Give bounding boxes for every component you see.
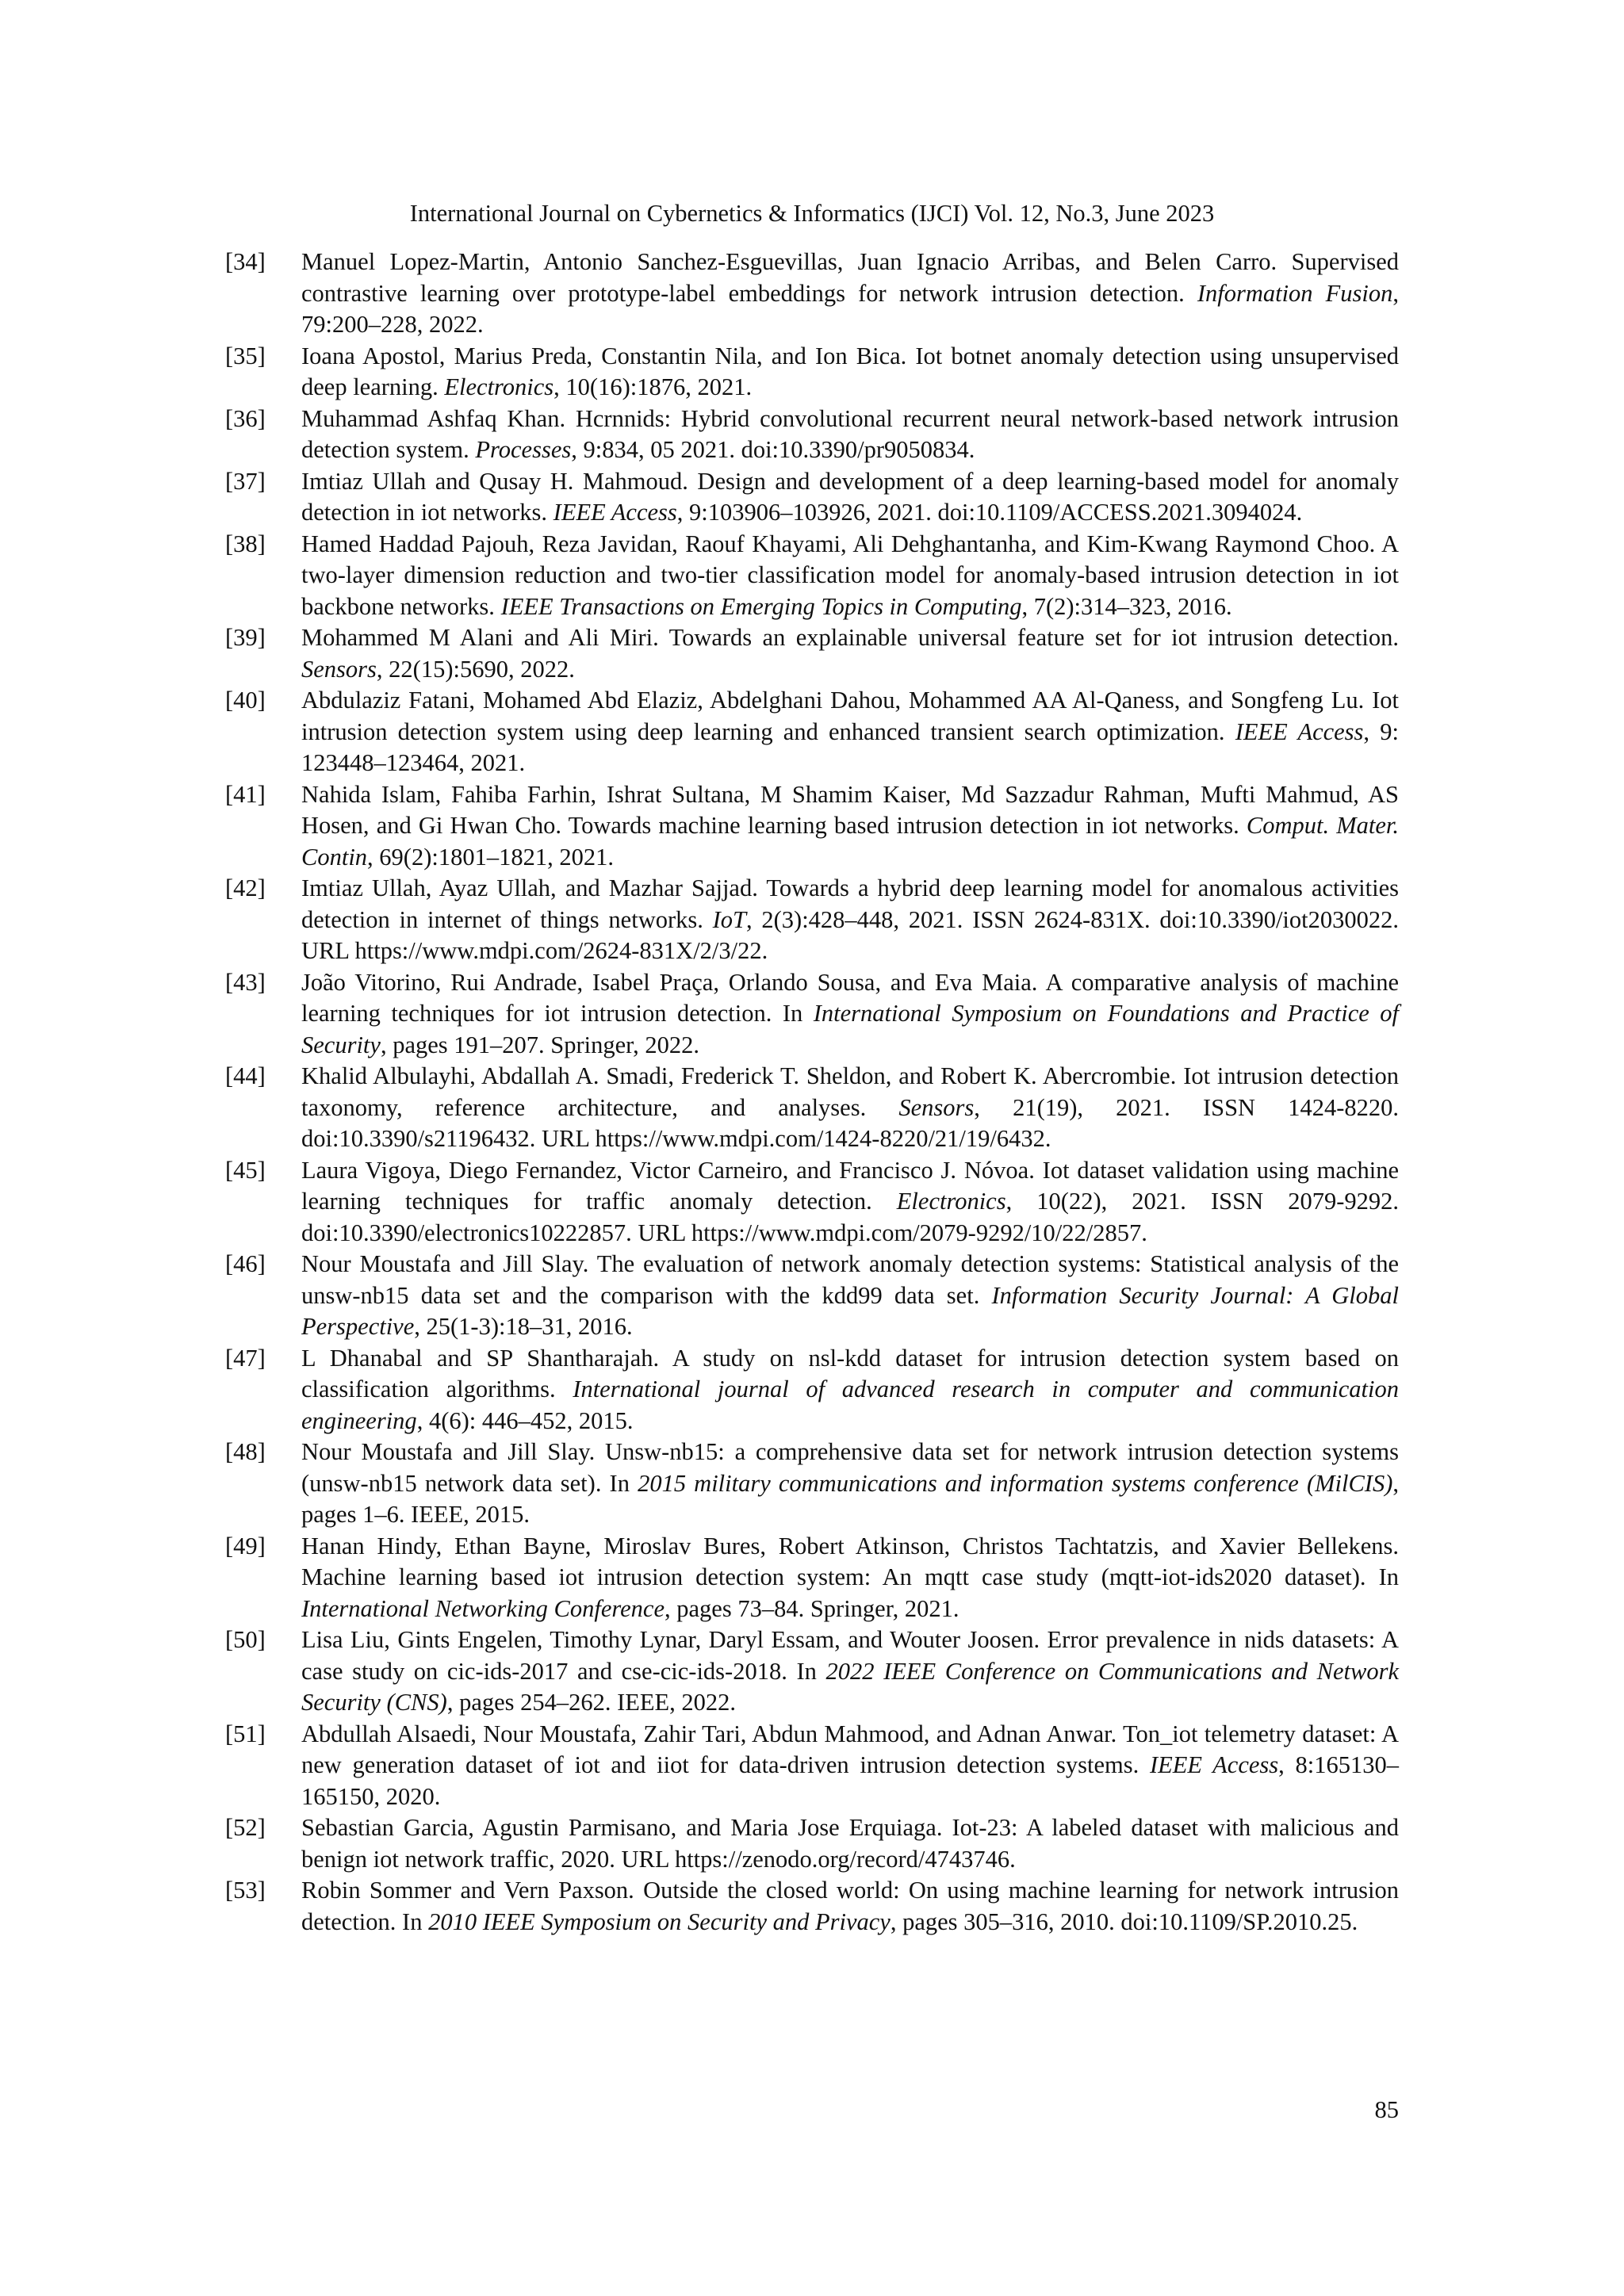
reference-number: [47] xyxy=(225,1344,266,1372)
reference-authors-title: Nour Moustafa and Jill Slay. The evaluation of network anomaly detection systems: Statistical analysis of the unsw-nb15 data set and the comparison with the kdd99 data set. xyxy=(301,1250,1399,1309)
reference-authors-title: Ioana Apostol, Marius Preda, Constantin Nila, and Ion Bica. Iot botnet anomaly detection using unsupervised deep learning. xyxy=(301,342,1399,400)
reference-text xyxy=(301,1812,1399,1875)
reference-details: , 25(1-3):18–31, 2016. xyxy=(414,1313,633,1340)
running-header: International Journal on Cybernetics & Informatics (IJCI) Vol. 12, No.3, June 2023 xyxy=(409,200,1215,227)
reference-venue: 2022 IEEE Conference on Communications and Network Security (CNS) xyxy=(301,1657,1399,1716)
reference-number: [35] xyxy=(225,342,266,369)
reference-entry xyxy=(225,1719,1399,1813)
reference-venue: Electronics xyxy=(444,373,554,400)
reference-entry xyxy=(225,1249,1399,1343)
reference-text xyxy=(301,1061,1399,1155)
reference-details: , 22(15):5690, 2022. xyxy=(376,655,575,683)
reference-authors-title: Nour Moustafa and Jill Slay. Unsw-nb15: a comprehensive data set for network intrusion detection systems (unsw-nb15 network data set). In xyxy=(301,1438,1399,1497)
reference-text xyxy=(301,1875,1399,1938)
reference-venue: Information Fusion xyxy=(1197,279,1393,307)
reference-number: [40] xyxy=(225,687,266,714)
reference-text xyxy=(301,529,1399,623)
reference-entry xyxy=(225,1531,1399,1625)
reference-details: , pages 191–207. Springer, 2022. xyxy=(380,1031,699,1058)
reference-details: , 10(22), 2021. ISSN 2079-9292. doi:10.3390/electronics10222857. URL https://www.mdpi.com/2079-9292/10/22/2857. xyxy=(301,1188,1399,1246)
reference-venue: Electronics xyxy=(896,1188,1006,1215)
reference-entry xyxy=(225,1155,1399,1249)
reference-entry xyxy=(225,1343,1399,1437)
reference-text xyxy=(301,779,1399,874)
reference-number: [34] xyxy=(225,248,266,275)
reference-entry xyxy=(225,404,1399,466)
reference-entry xyxy=(225,1437,1399,1531)
reference-authors-title: Hamed Haddad Pajouh, Reza Javidan, Raouf Khayami, Ali Dehghantanha, and Kim-Kwang Raymond Choo. A two-layer dimension reduction and two-tier classification model for anomaly-based intrusion detection in iot backbone networks. xyxy=(301,530,1399,620)
reference-venue: IoT xyxy=(712,905,746,933)
reference-authors-title: Laura Vigoya, Diego Fernandez, Victor Carneiro, and Francisco J. Nóvoa. Iot dataset validation using machine learning techniques for traffic anomaly detection. xyxy=(301,1156,1399,1215)
reference-authors-title: Imtiaz Ullah, Ayaz Ullah, and Mazhar Sajjad. Towards a hybrid deep learning model for anomalous activities detection in internet of things networks. xyxy=(301,874,1399,933)
reference-text xyxy=(301,1437,1399,1531)
reference-text xyxy=(301,247,1399,341)
reference-venue: 2015 military communications and information systems conference (MilCIS) xyxy=(638,1469,1393,1497)
reference-number: [46] xyxy=(225,1250,266,1277)
reference-venue: Processes xyxy=(475,436,572,463)
reference-number: [41] xyxy=(225,780,266,808)
reference-venue: Comput. Mater. Contin xyxy=(301,812,1400,871)
reference-number: [51] xyxy=(225,1720,266,1747)
reference-number: [44] xyxy=(225,1062,266,1089)
reference-venue: International journal of advanced research in computer and communication engineering xyxy=(301,1376,1399,1434)
reference-number: [52] xyxy=(225,1814,266,1841)
reference-number: [38] xyxy=(225,530,266,557)
reference-authors-title: Nahida Islam, Fahiba Farhin, Ishrat Sultana, M Shamim Kaiser, Md Sazzadur Rahman, Mufti Mahmud, AS Hosen, and Gi Hwan Cho. Towards machine learning based intrusion detection in iot networks. xyxy=(301,780,1399,839)
reference-number: [48] xyxy=(225,1438,266,1465)
reference-entry xyxy=(225,529,1399,623)
reference-details: , 69(2):1801–1821, 2021. xyxy=(367,843,614,871)
reference-venue: IEEE Transactions on Emerging Topics in Computing xyxy=(500,592,1022,620)
reference-venue: IEEE Access xyxy=(553,499,677,526)
reference-text xyxy=(301,967,1399,1062)
reference-details: , 8:165130–165150, 2020. xyxy=(301,1751,1399,1810)
reference-venue: IEEE Access xyxy=(1235,718,1364,745)
reference-text xyxy=(301,466,1399,529)
reference-text xyxy=(301,1719,1399,1813)
reference-text xyxy=(301,873,1399,967)
reference-text xyxy=(301,685,1399,779)
reference-text xyxy=(301,341,1399,404)
reference-number: [37] xyxy=(225,467,266,495)
reference-number: [42] xyxy=(225,874,266,901)
reference-details: , 4(6): 446–452, 2015. xyxy=(416,1406,634,1434)
reference-text xyxy=(301,1343,1399,1437)
reference-details: , pages 1–6. IEEE, 2015. xyxy=(301,1469,1399,1528)
reference-entry xyxy=(225,1624,1399,1719)
reference-authors-title: L Dhanabal and SP Shantharajah. A study on nsl-kdd dataset for intrusion detection system based on classification algorithms. xyxy=(301,1344,1399,1402)
reference-details: , 7(2):314–323, 2016. xyxy=(1021,592,1232,620)
reference-details: , pages 73–84. Springer, 2021. xyxy=(665,1594,959,1622)
reference-authors-title: Lisa Liu, Gints Engelen, Timothy Lynar, Daryl Essam, and Wouter Joosen. Error prevalence in nids datasets: A case study on cic-ids-2017 and cse-cic-ids-2018. In xyxy=(301,1626,1399,1685)
reference-details: , 2(3):428–448, 2021. ISSN 2624-831X. doi:10.3390/iot2030022. URL https://www.mdpi.com/2624-831X/2/3/22. xyxy=(301,905,1399,964)
reference-details: , 21(19), 2021. ISSN 1424-8220. doi:10.3390/s21196432. URL https://www.mdpi.com/1424-8220/21/19/6432. xyxy=(301,1093,1399,1152)
reference-authors-title: Hanan Hindy, Ethan Bayne, Miroslav Bures, Robert Atkinson, Christos Tachtatzis, and Xavier Bellekens. Machine learning based iot intrusion detection system: An mqtt case study (mqtt-iot-ids2020 dataset). In xyxy=(301,1532,1399,1590)
reference-text xyxy=(301,1155,1399,1249)
reference-number: [36] xyxy=(225,404,266,432)
reference-venue: Sensors xyxy=(301,655,377,683)
reference-details: , 9: 123448–123464, 2021. xyxy=(301,718,1399,776)
reference-authors-title: Imtiaz Ullah and Qusay H. Mahmoud. Design and development of a deep learning-based model for anomaly detection in iot networks. xyxy=(301,467,1399,526)
reference-number: [50] xyxy=(225,1626,266,1653)
reference-details: , pages 254–262. IEEE, 2022. xyxy=(446,1689,737,1716)
reference-details: , 9:103906–103926, 2021. doi:10.1109/ACCESS.2021.3094024. xyxy=(676,499,1303,526)
reference-authors-title: Mohammed M Alani and Ali Miri. Towards an explainable universal feature set for iot intrusion detection. xyxy=(301,624,1399,651)
reference-authors-title: Robin Sommer and Vern Paxson. Outside the closed world: On using machine learning for network intrusion detection. In xyxy=(301,1877,1399,1935)
reference-number: [49] xyxy=(225,1532,266,1559)
reference-authors-title: Khalid Albulayhi, Abdallah A. Smadi, Frederick T. Sheldon, and Robert K. Abercrombie. Iot intrusion detection taxonomy, reference architecture, and analyses. xyxy=(301,1062,1399,1121)
reference-authors-title: Sebastian Garcia, Agustin Parmisano, and Maria Jose Erquiaga. Iot-23: A labeled dataset with malicious and benign iot network traffic, 2020. URL https://zenodo.org/record/4743746. xyxy=(301,1814,1399,1873)
reference-list xyxy=(225,247,1399,1938)
reference-details: , 10(16):1876, 2021. xyxy=(553,373,753,400)
reference-venue: Sensors xyxy=(898,1093,975,1121)
reference-number: [43] xyxy=(225,968,266,996)
reference-entry xyxy=(225,466,1399,529)
reference-entry xyxy=(225,622,1399,685)
reference-venue: International Symposium on Foundations and Practice of Security xyxy=(301,1000,1400,1058)
reference-text xyxy=(301,1624,1399,1719)
reference-venue: International Networking Conference xyxy=(301,1594,665,1622)
reference-entry xyxy=(225,1812,1399,1875)
reference-details: , 79:200–228, 2022. xyxy=(301,279,1399,338)
reference-authors-title: Abdullah Alsaedi, Nour Moustafa, Zahir Tari, Abdun Mahmood, and Adnan Anwar. Ton_iot telemetry dataset: A new generation dataset of iot and iiot for data-driven intrusion detection systems. xyxy=(301,1720,1399,1778)
reference-venue: 2010 IEEE Symposium on Security and Privacy xyxy=(428,1908,891,1935)
reference-text xyxy=(301,404,1399,466)
reference-entry xyxy=(225,1875,1399,1938)
reference-number: [45] xyxy=(225,1156,266,1184)
reference-authors-title: Abdulaziz Fatani, Mohamed Abd Elaziz, Abdelghani Dahou, Mohammed AA Al-Qaness, and Songfeng Lu. Iot intrusion detection system using deep learning and enhanced transient search optimization. xyxy=(301,687,1399,745)
reference-number: [53] xyxy=(225,1877,266,1904)
reference-details: , pages 305–316, 2010. doi:10.1109/SP.2010.25. xyxy=(890,1908,1358,1935)
reference-entry xyxy=(225,967,1399,1062)
reference-entry xyxy=(225,779,1399,874)
reference-number: [39] xyxy=(225,624,266,651)
reference-authors-title: João Vitorino, Rui Andrade, Isabel Praça, Orlando Sousa, and Eva Maia. A comparative analysis of machine learning techniques for iot intrusion detection. In xyxy=(301,968,1399,1027)
reference-text xyxy=(301,1531,1399,1625)
reference-authors-title: Manuel Lopez-Martin, Antonio Sanchez-Esguevillas, Juan Ignacio Arribas, and Belen Carro. Supervised contrastive learning over prototype-label embeddings for network intrusion detection. xyxy=(301,248,1399,307)
reference-authors-title: Muhammad Ashfaq Khan. Hcrnnids: Hybrid convolutional recurrent neural network-based network intrusion detection system. xyxy=(301,404,1399,463)
reference-entry xyxy=(225,341,1399,404)
reference-entry xyxy=(225,873,1399,967)
reference-venue: Information Security Journal: A Global Perspective xyxy=(301,1281,1399,1340)
reference-entry xyxy=(225,1061,1399,1155)
reference-text xyxy=(301,1249,1399,1343)
reference-text xyxy=(301,622,1399,685)
reference-venue: IEEE Access xyxy=(1149,1751,1279,1778)
reference-details: , 9:834, 05 2021. doi:10.3390/pr9050834. xyxy=(571,436,975,463)
reference-entry xyxy=(225,685,1399,779)
page-number: 85 xyxy=(1374,2096,1399,2123)
reference-entry xyxy=(225,247,1399,341)
